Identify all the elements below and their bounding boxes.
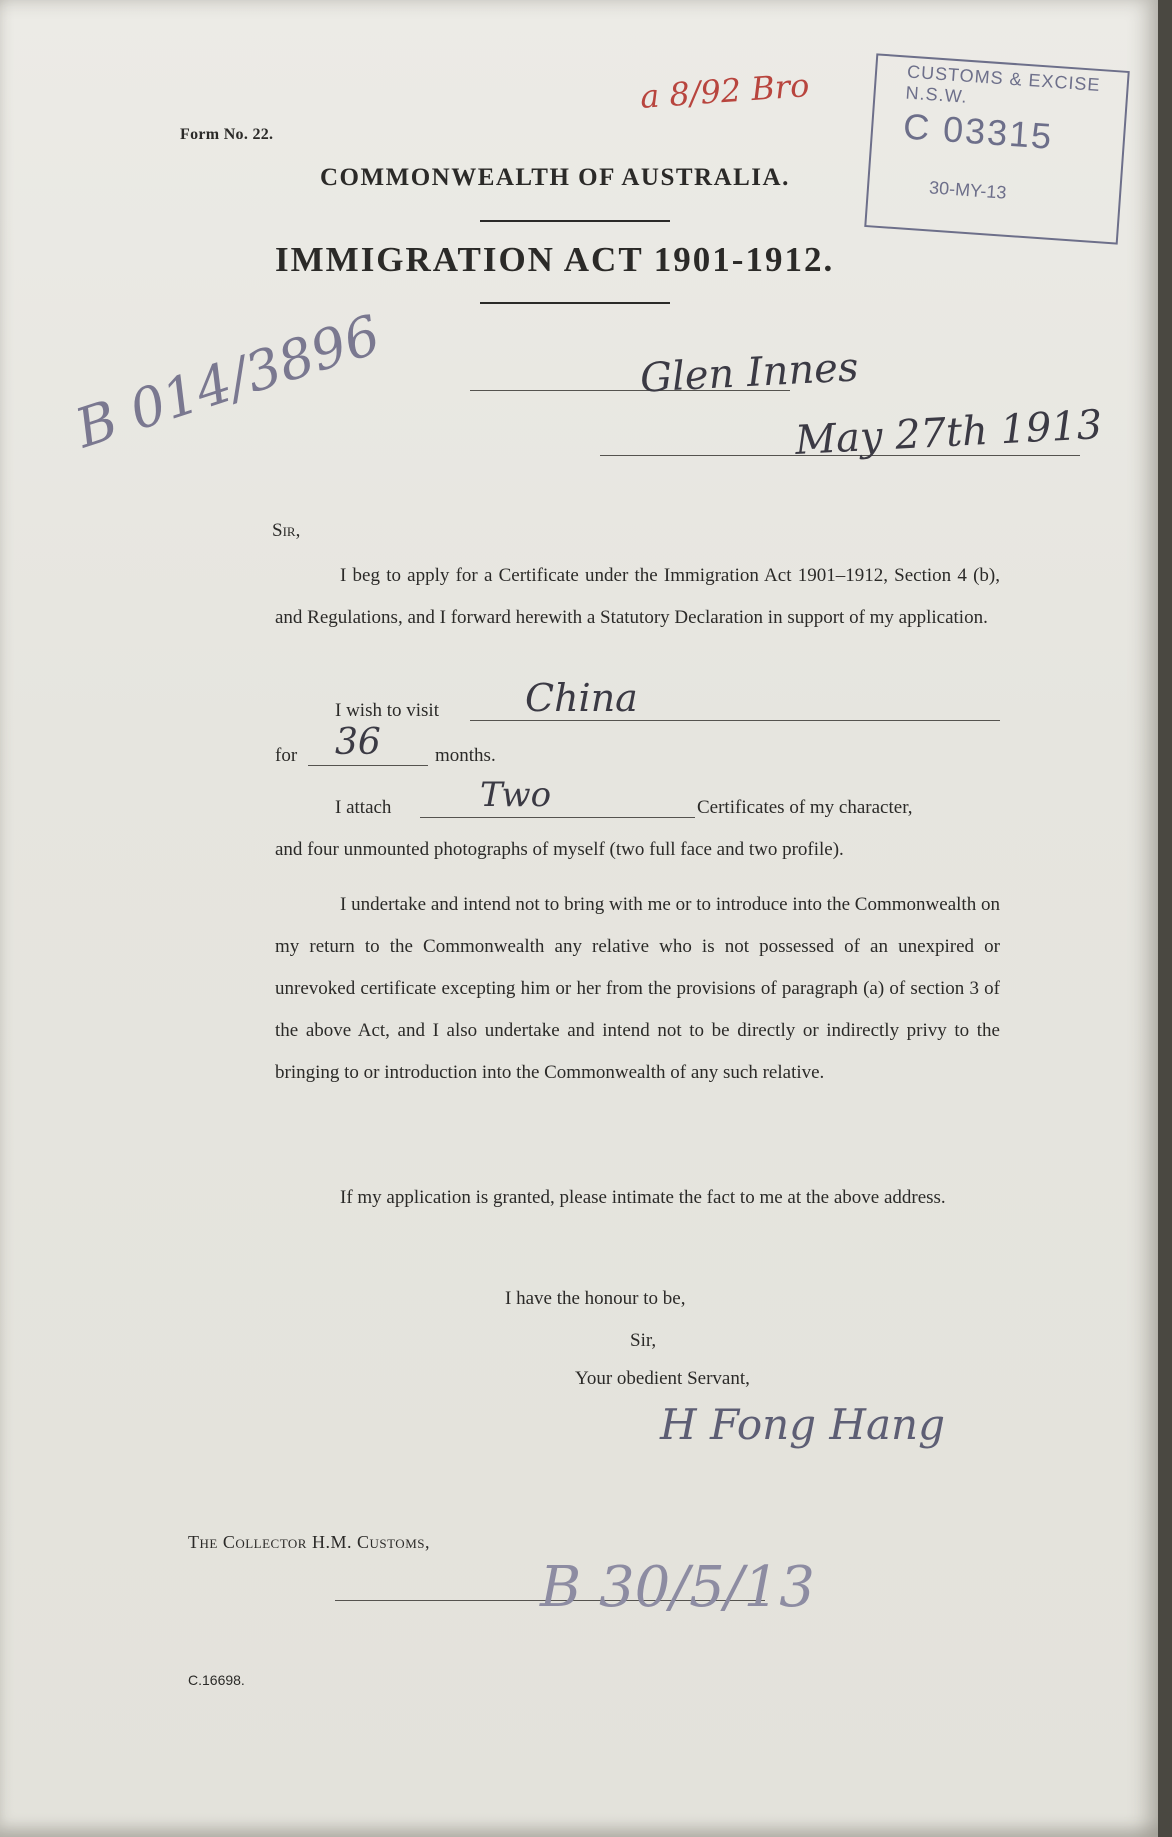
paragraph-apply: I beg to apply for a Certificate under the Immigration Act 1901–1912, Section 4 (b), and Regulations, and I forward herewith a Statutory Declaration in support of my application. xyxy=(275,565,1000,628)
print-code: C.16698. xyxy=(188,1672,245,1688)
months-value: 36 xyxy=(335,722,381,763)
signature: H Fong Hang xyxy=(660,1400,945,1449)
visit-field-line xyxy=(470,720,1000,721)
handwritten-reference-top: a 8/92 Bro xyxy=(638,66,811,116)
stamp-header: CUSTOMS & EXCISE N.S.W. xyxy=(905,61,1102,107)
addressee: The Collector H.M. Customs, xyxy=(188,1532,430,1552)
salutation: Sir, xyxy=(272,520,301,541)
page-edge xyxy=(1158,0,1172,1837)
stamp-date: 30-MY-13 xyxy=(928,177,1008,203)
for-label: for xyxy=(275,745,298,766)
commonwealth-heading: COMMONWEALTH OF AUSTRALIA. xyxy=(320,164,790,191)
attach-label: I attach xyxy=(335,797,392,818)
handwritten-initials: B 30/5/13 xyxy=(540,1555,815,1620)
months-label: months. xyxy=(435,745,496,766)
act-title: IMMIGRATION ACT 1901-1912. xyxy=(275,240,835,279)
form-number: Form No. 22. xyxy=(180,126,274,143)
stamp-number: C 03315 xyxy=(901,105,1055,157)
paragraph-granted: If my application is granted, please intimate the fact to me at the above address. xyxy=(340,1187,946,1208)
closing-honour: I have the honour to be, xyxy=(505,1288,686,1309)
handwritten-reference-left: B 014/3896 xyxy=(67,302,388,461)
handwritten-date: May 27th 1913 xyxy=(794,401,1104,465)
handwritten-place: Glen Innes xyxy=(638,344,860,402)
months-field-line xyxy=(308,765,428,766)
heading-rule-bottom xyxy=(480,302,670,304)
visit-value: China xyxy=(525,676,638,720)
paragraph-undertake: I undertake and intend not to bring with me or to introduce into the Commonwealth on my return to the Commonwealth any relative who is not possessed of an unexpired or unrevoked certificate excepting him or her from the provisions of paragraph (a) of section 3 of the above Act, and I also undertake and intend not to be directly or indirectly privy to the bringing to or introduction into the Commonwealth of any such relative. xyxy=(275,894,1000,1083)
heading-rule-top xyxy=(480,220,670,222)
closing-sir: Sir, xyxy=(630,1330,657,1351)
attach-line-2: and four unmounted photographs of myself (two full face and two profile). xyxy=(275,839,844,860)
attach-field-line xyxy=(420,817,695,818)
attach-value: Two xyxy=(480,775,552,815)
attach-suffix: Certificates of my character, xyxy=(697,797,913,818)
closing-servant: Your obedient Servant, xyxy=(575,1368,750,1389)
customs-stamp xyxy=(864,53,1130,244)
visit-label: I wish to visit xyxy=(335,700,439,721)
